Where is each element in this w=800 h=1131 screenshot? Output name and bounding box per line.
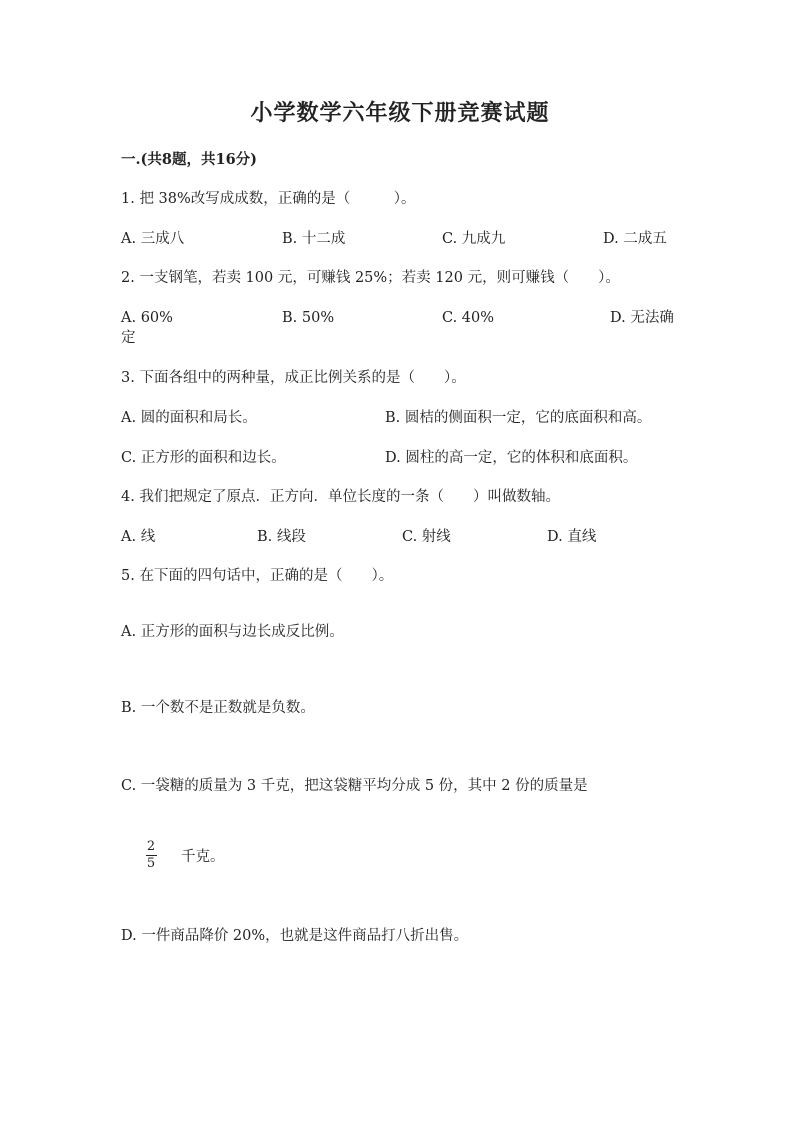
question-4-option-d: D. 直线 (547, 529, 597, 545)
question-5-option-c: C. 一袋糖的质量为 3 千克，把这袋糖平均分成 5 份，其中 2 份的质量是 (121, 778, 588, 794)
question-2-option-b: B. 50% (282, 310, 335, 326)
question-2-option-a: A. 60% (121, 310, 173, 326)
question-2-stem: 2. 一支钢笔，若卖 100 元，可赚钱 25%；若卖 120 元，则可赚钱（ ）。 (121, 270, 620, 286)
question-4-option-a: A. 线 (121, 529, 156, 545)
page-title: 小学数学六年级下册竞赛试题 (250, 100, 550, 126)
question-1-option-d: D. 二成五 (603, 231, 667, 247)
question-3-stem: 3. 下面各组中的两种量，成正比例关系的是（ ）。 (121, 370, 466, 386)
question-5-option-c-unit: 千克。 (181, 849, 225, 865)
question-5-stem: 5. 在下面的四句话中，正确的是（ ）。 (121, 568, 394, 584)
question-3-option-b: B. 圆桔的侧面积一定，它的底面积和高。 (385, 410, 652, 426)
question-1-option-c: C. 九成九 (442, 231, 506, 247)
question-4-option-b: B. 线段 (257, 529, 306, 545)
fraction-numerator: 2 (146, 839, 156, 854)
question-2-option-d-wrap: 定 (121, 330, 136, 346)
question-1-option-a: A. 三成八 (121, 231, 185, 247)
question-3-option-c: C. 正方形的面积和边长。 (121, 450, 286, 466)
question-5-option-a: A. 正方形的面积与边长成反比例。 (121, 624, 344, 640)
question-4-option-c: C. 射线 (402, 529, 451, 545)
question-2-option-d: D. 无法确 (610, 310, 674, 326)
question-3-option-d: D. 圆柱的高一定，它的体积和底面积。 (385, 450, 638, 466)
question-5-option-d: D. 一件商品降价 20%，也就是这件商品打八折出售。 (121, 928, 469, 944)
question-4-stem: 4. 我们把规定了原点．正方向．单位长度的一条（ ）叫做数轴。 (121, 489, 560, 505)
question-1-stem: 1. 把 38%改写成成数，正确的是（ ）。 (121, 191, 416, 207)
question-2-option-c: C. 40% (442, 310, 495, 326)
question-1-option-b: B. 十二成 (282, 231, 346, 247)
section-heading: 一.(共8题，共16分) (121, 151, 258, 168)
question-3-option-a: A. 圆的面积和局长。 (121, 410, 257, 426)
question-5-option-b: B. 一个数不是正数就是负数。 (121, 700, 315, 716)
fraction-denominator: 5 (146, 856, 156, 871)
fraction-two-fifths (143, 840, 159, 871)
